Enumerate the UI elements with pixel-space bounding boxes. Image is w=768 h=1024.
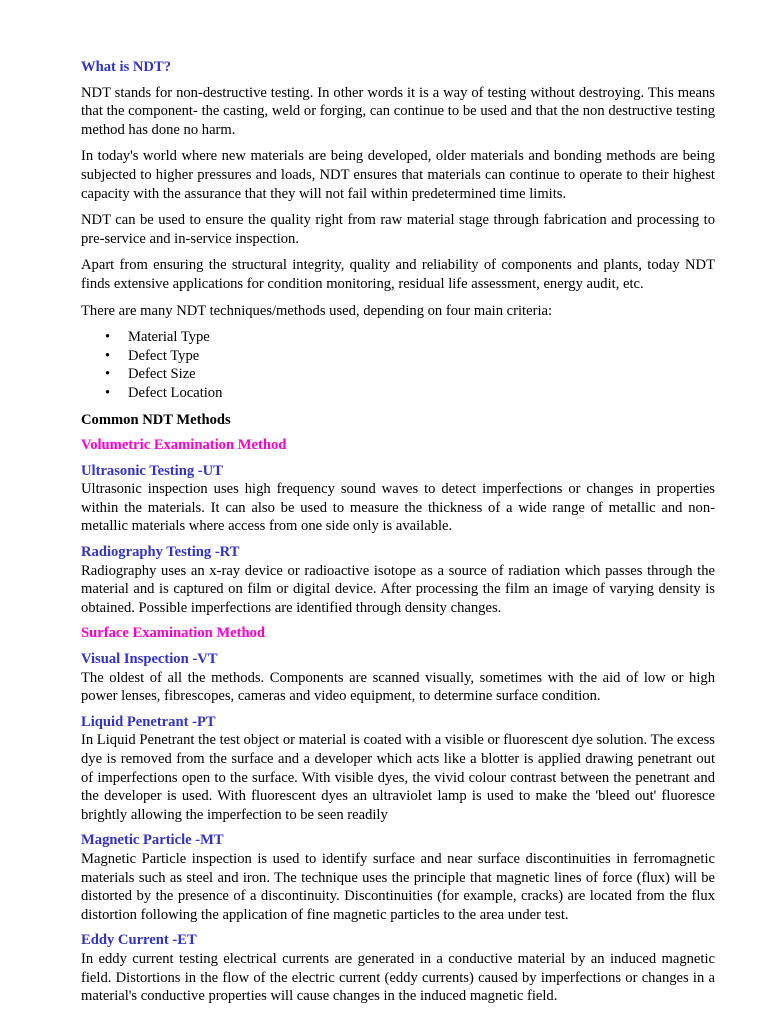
method-description: In Liquid Penetrant the test object or material is coated with a visible or fluorescent dye solution. The excess dye is removed from the surface and a developer which acts like a blotter is applied drawing penetrant out of imperfections open to the surface. With visible dyes, the vivid colour contrast between the penetrant and the developer is used. With fluorescent dyes an ultraviolet lamp is used to make the 'bleed out' fluoresce brightly allowing the imperfection to be seen readily bbox=[81, 732, 715, 823]
criteria-label: Defect Size bbox=[128, 366, 196, 383]
method-description: Ultrasonic inspection uses high frequency sound waves to detect imperfections or changes in properties within the materials. It can also be used to measure the thickness of a wide range of metallic and non-metallic materials where access from one side only is available. bbox=[81, 481, 715, 535]
list-item bbox=[81, 365, 715, 384]
list-item bbox=[81, 328, 715, 347]
method-title: Eddy Current -ET bbox=[81, 932, 197, 949]
bullet-icon: • bbox=[105, 366, 111, 383]
list-item bbox=[81, 347, 715, 366]
method-title: Ultrasonic Testing -UT bbox=[81, 462, 223, 479]
document-page bbox=[81, 58, 715, 1006]
method-title: Magnetic Particle -MT bbox=[81, 832, 224, 849]
method-liquid-penetrant bbox=[81, 713, 715, 825]
method-radiography bbox=[81, 543, 715, 617]
volumetric-heading: Volumetric Examination Method bbox=[81, 437, 287, 454]
method-description: The oldest of all the methods. Components are scanned visually, sometimes with the aid of low or high power lenses, fibrescopes, cameras and video equipment, to determine surface condition. bbox=[81, 669, 715, 705]
bullet-icon: • bbox=[105, 329, 111, 346]
surface-heading: Surface Examination Method bbox=[81, 625, 266, 642]
criteria-list bbox=[81, 328, 715, 402]
intro-paragraph-2: In today's world where new materials are being developed, older materials and bonding methods are being subjected to higher pressures and loads, NDT ensures that materials can continue to operate to their highest capacity with the assurance that they will not fail within predetermined time limits. bbox=[81, 148, 715, 202]
method-description: In eddy current testing electrical currents are generated in a conductive material by an induced magnetic field. Distortions in the flow of the electric current (eddy currents) caused by imperfections or changes in a material's conductive properties will cause changes in the induced magnetic field. bbox=[81, 950, 715, 1005]
criteria-label: Defect Type bbox=[128, 347, 200, 364]
bullet-icon: • bbox=[105, 347, 111, 364]
method-title: Liquid Penetrant -PT bbox=[81, 713, 216, 730]
intro-paragraph-4: Apart from ensuring the structural integrity, quality and reliability of components and plants, today NDT finds extensive applications for condition monitoring, residual life assessment, energy audit, etc. bbox=[81, 257, 715, 292]
method-description: Magnetic Particle inspection is used to identify surface and near surface discontinuities in ferromagnetic materials such as steel and iron. The technique uses the principle that magnetic lines of force (flux) will be distorted by the presence of a discontinuity. Discontinuities (for example, cracks) are located from the flux distortion following the application of fine magnetic particles to the area under test. bbox=[81, 850, 715, 923]
method-ultrasonic bbox=[81, 462, 715, 536]
method-eddy-current bbox=[81, 931, 715, 1005]
criteria-label: Defect Location bbox=[128, 384, 223, 401]
list-item bbox=[81, 384, 715, 403]
criteria-label: Material Type bbox=[128, 329, 210, 346]
bullet-icon: • bbox=[105, 384, 111, 401]
method-description: Radiography uses an x-ray device or radioactive isotope as a source of radiation which passes through the material and is captured on film or digital device. After processing the film an image of varying density is obtained. Possible imperfections are identified through density changes. bbox=[81, 562, 715, 616]
page-title: What is NDT? bbox=[81, 59, 172, 75]
method-magnetic-particle bbox=[81, 831, 715, 924]
intro-paragraph-3: NDT can be used to ensure the quality right from raw material stage through fabrication and processing to pre-service and in-service inspection. bbox=[81, 212, 715, 247]
intro-paragraph-1: NDT stands for non-destructive testing. In other words it is a way of testing without destroying. This means that the component- the casting, weld or forging, can continue to be used and that the non destructive testing method has done no harm. bbox=[81, 84, 715, 138]
method-visual bbox=[81, 650, 715, 706]
common-methods-heading: Common NDT Methods bbox=[81, 411, 231, 428]
intro-paragraph-5: There are many NDT techniques/methods used, depending on four main criteria: bbox=[81, 302, 553, 319]
method-title: Visual Inspection -VT bbox=[81, 651, 218, 668]
method-title: Radiography Testing -RT bbox=[81, 544, 240, 561]
